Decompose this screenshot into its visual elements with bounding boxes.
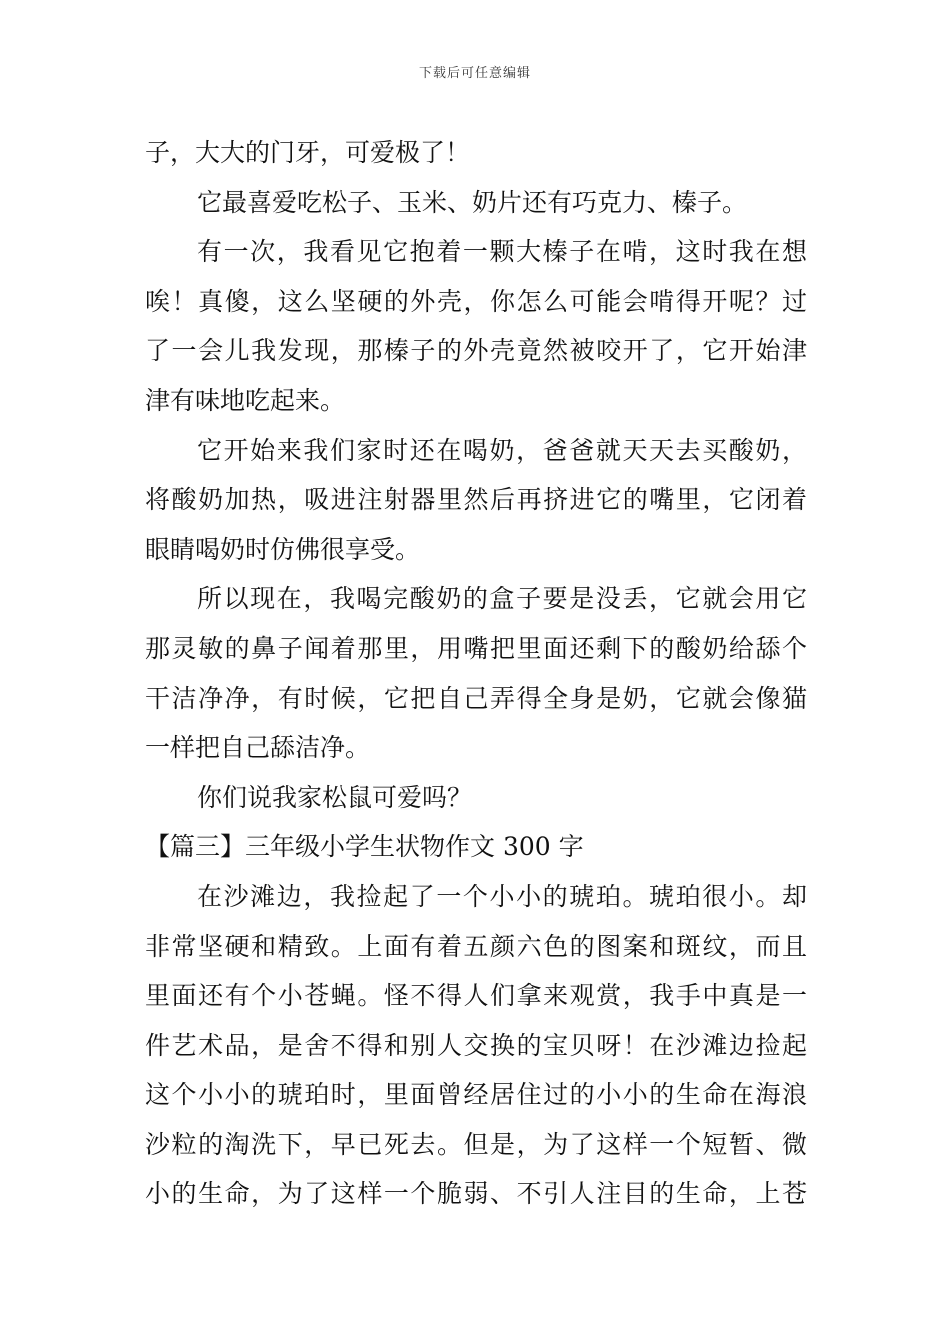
text-line: 干洁净净，有时候，它把自己弄得全身是奶，它就会像猫 xyxy=(145,683,807,713)
text-line: 了一会儿我发现，那榛子的外壳竟然被咬开了，它开始津 xyxy=(145,336,807,366)
text-line: 唉！真傻，这么坚硬的外壳，你怎么可能会啃得开呢？过 xyxy=(145,286,807,316)
text-line: 小的生命，为了这样一个脆弱、不引人注目的生命，上苍 xyxy=(145,1179,807,1209)
text-line: 【篇三】三年级小学生状物作文 300 字 xyxy=(145,832,584,862)
text-line: 有一次，我看见它抱着一颗大榛子在啃，这时我在想 xyxy=(197,237,807,267)
text-line: 津有味地吃起来。 xyxy=(145,385,346,415)
text-line: 子，大大的门牙，可爱极了！ xyxy=(145,138,471,167)
document-body xyxy=(145,128,807,1219)
text-line: 里面还有个小苍蝇。怪不得人们拿来观赏，我手中真是一 xyxy=(145,981,807,1011)
text-line: 你们说我家松鼠可爱吗？ xyxy=(197,782,473,812)
text-line: 件艺术品，是舍不得和别人交换的宝贝呀！在沙滩边捡起 xyxy=(145,1030,807,1060)
text-line: 这个小小的琥珀时，里面曾经居住过的小小的生命在海浪 xyxy=(145,1080,807,1110)
text-line: 所以现在，我喝完酸奶的盒子要是没丢，它就会用它 xyxy=(197,584,807,614)
text-line: 将酸奶加热，吸进注射器里然后再挤进它的嘴里，它闭着 xyxy=(145,485,807,515)
text-line: 眼睛喝奶时仿佛很享受。 xyxy=(145,534,421,564)
text-line: 一样把自己舔洁净。 xyxy=(145,733,371,763)
page-header: 下载后可任意编辑 xyxy=(418,66,531,81)
text-line: 沙粒的淘洗下，早已死去。但是，为了这样一个短暂、微 xyxy=(145,1129,807,1159)
text-line: 它开始来我们家时还在喝奶，爸爸就天天去买酸奶， xyxy=(197,435,807,465)
text-line: 非常坚硬和精致。上面有着五颜六色的图案和斑纹，而且 xyxy=(145,931,807,961)
text-line: 它最喜爱吃松子、玉米、奶片还有巧克力、榛子。 xyxy=(197,187,748,217)
text-line: 在沙滩边，我捡起了一个小小的琥珀。琥珀很小。却 xyxy=(197,881,807,911)
text-line: 那灵敏的鼻子闻着那里，用嘴把里面还剩下的酸奶给舔个 xyxy=(145,633,807,663)
